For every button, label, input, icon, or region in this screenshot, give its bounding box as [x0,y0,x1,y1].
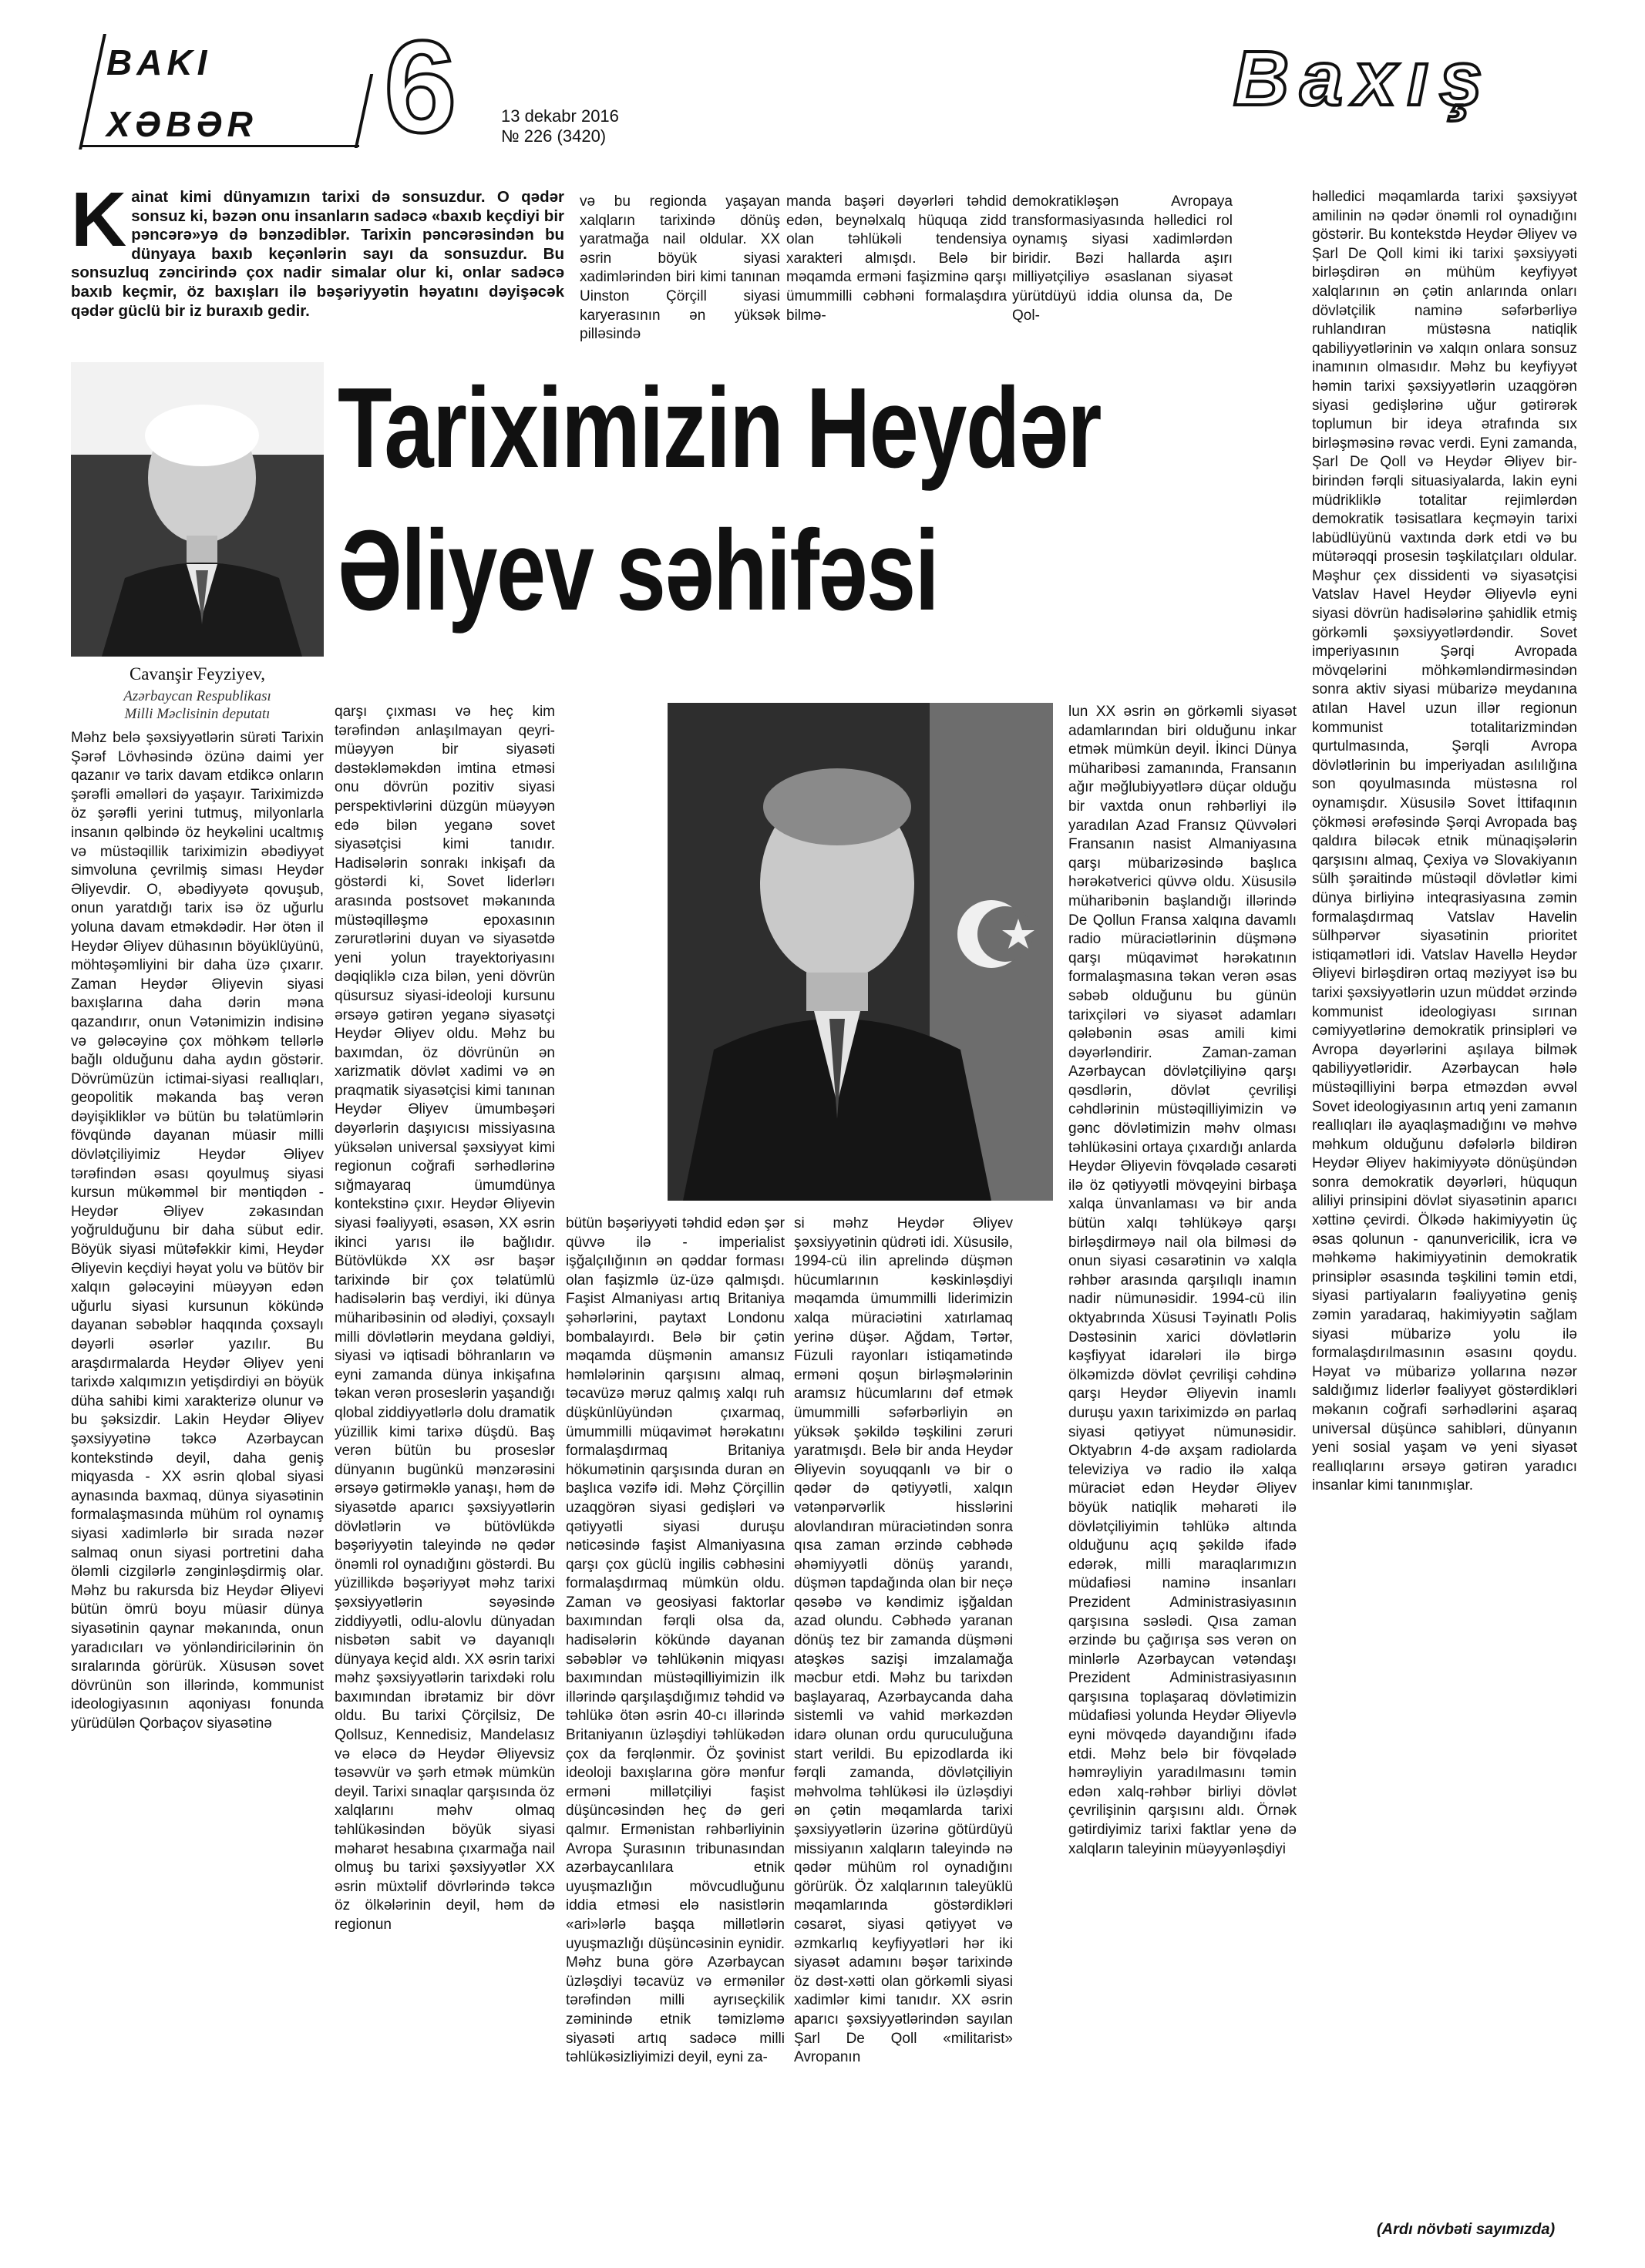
top-column-3: manda başəri dəyərləri təhdid edən, beynəlxalq hüquqa zidd olan təhlükəli tendensiya xarakteri almışdı. Belə bir məqamda erməni faşizminə qarşı ümummilli cəbhəni formalaşdıra bilmə- [786,193,1007,324]
paper-name-line2: XƏBƏR [106,104,257,144]
masthead-slash-right [355,74,373,148]
page-number: 6 [384,14,457,160]
masthead-underline [82,145,359,147]
intro-dropcap: K [71,176,127,263]
intro-text: ainat kimi dünyamızın tarixi də sonsuzdur. O qədər sonsuz ki, bəzən onu insanların sadəcə «baxıb keçdiyi bir pəncərə»yə də bənzədiblər. Tarixin pəncərəsindən bu dünyaya baxıb keçənlərin sayı da sonsuzdur. Bu sonsuzluq zəncirində çox nadir simalar olur ki, onlar sadəcə baxıb keçmir, öz baxışları ilə bəşəriyyətin həyatını dəyişəcək qədər güclü bir iz buraxıb gedir. [71,188,564,320]
issue-date: 13 dekabr 2016 [501,106,619,126]
masthead-slash-left [79,34,106,150]
author-role-line1: Azərbaycan Respublikası [123,688,271,704]
top-column-4: demokratikləşən Avropaya transformasiyasında həlledici rol oynamış siyasi xadimlərdən biridir. Bəzi hallarda aşırı milliyətçiliyə əsaslanan siyasət yürütdüyü iddia olunsa da, De Qol- [1012,193,1233,324]
section-title: Baxış [1233,35,1493,122]
column-5: lun XX əsrin ən görkəmli siyasət adamlarından biri olduğunu inkar etmək mümkün deyil. İkinci Dünya müharibəsi zamanında, Fransanın ağır məğlubiyyətlərə düçar olduğu bir vaxtda onun rəhbərliyi ilə yaradılan Azad Fransız Qüvvələri Fransanın nasist Almaniyasına qarşı mübarizəsində başlıca hərəkətverici qüvvə oldu. Xüsusilə müharibənin başlandığı illərində De Qollun Fransa xalqına davamlı radio müraciətlərinin düşmənə qarşı müqavimət hərəkatının formalaşmasına təkan verən əsas səbəb olduğunu bu günün tarixçiləri və siyasət adamları qələbənin əsas amili kimi dəyərləndirir. Zaman-zaman Azərbaycan dövlətçiliyinə qarşı qəsdlərin, dövlət çevrilişi cəhdlərinin müstəqilliyimizin və gənc dövlətimizin məhv olması təhlükəsini ortaya çıxardığı anlarda Heydər Əliyevin fövqəladə cəsarəti ilə öz qətiyyətli mövqeyini birbaşa xalqa ünvanlaması və bir anda bütün xalqı təhlükəyə qarşı birləşdirməyə nail ola bilməsi də onun siyasi cəsarətinin və xalqla rəhbər arasında qarşılıqlı inamın nadir nümunəsidir. 1994-cü ilin oktyabrında Xüsusi Təyinatlı Polis Dəstəsinin xarici dövlətlərin kəşfiyyat idarələri ilə birgə ölkəmizdə dövlət çevrilişi cəhdinə qarşı Heydər Əliyevin inamlı duruşu yaxın tariximizdə ən parlaq siyasi qətiyyət nümunəsidir. Oktyabrın 4-də axşam radiolarda televiziya və radio ilə xalqa müraciət edən Heydər Əliyev böyük natiqlik məharəti ilə dövlətçiliyimin təhlükə altında olduğunu açıq şəkildə ifadə edərək, milli maraqlarımızın müdafiəsi naminə insanları Prezident Administrasiyasının qarşısına səslədi. Qısa zaman ərzində bu çağırışa səs verən on minlərlə Azərbaycan vətəndaşı Prezident Administrasiyasının qarşısına toplaşaraq dövlətimizin müdafiəsi yolunda Heydər Əliyevlə eyni mövqedə dayandığını ifadə etdi. Məhz belə bir fövqəladə həmrəyliyin yaradılmasını təmin edən xalq-rəhbər birliyi dövlət çevrilişinin qarşısını aldı. Örnək gətirdiyimiz tarixi faktlar yenə də xalqların taleyinin müəyyənləşdiyi [1068,704,1297,1857]
column-3: bütün bəşəriyyəti təhdid edən şər qüvvə ilə - imperialist işğalçılığının ən qəddar forması olan faşizmlə üz-üzə qalmışdı. Faşist Almaniyası artıq Britaniya şəhərlərini, paytaxt Londonu bombalayırdı. Belə bir çətin məqamda düşmənin amansız həmlələrinin qarşısını almaq, təcavüzə məruz qalmış xalqı ruh düşkünlüyündən çıxarmaq, ümummilli müqavimət hərəkatını formalaşdırmaq Britaniya hökumətinin qarşısında duran ən başlıca vəzifə idi. Məhz Çörçillin uzaqgörən siyasi gedişləri və qətiyyətli siyasi duruşu nəticəsində faşist Almaniyasına qarşı çox güclü ingilis cəbhəsini formalaşdırmaq mümkün oldu. Zaman və geosiyasi faktorlar baxımından fərqli olsa da, hadisələrin kökündə dayanan səbəblər və təhlükənin miqyası baxımından müstəqilliyimizin ilk illərində qarşılaşdığımız təhdid və təhlükə ötən əsrin 40-cı illərində Britaniyanın üzləşdiyi təhlükədən çox da fərqlənmir. Öz şovinist ideoloji baxışlarına görə mənfur erməni millətçiliyi faşist düşüncəsindən heç də geri qalmır. Ermənistan rəhbərliyinin Avropa Şurasının tribunasından azərbaycanlılara etnik uyuşmazlığın mövcudluğunu iddia etməsi elə nasistlərin «ari»lərlə başqa millətlərin uyuşmazlığı düşüncəsinin eynidir. Məhz buna görə Azərbaycan üzləşdiyi təcavüz və ermənilər tərəfindən milli ayrıseçkilik zəminində etnik təmizləmə siyasəti artıq sadəcə milli təhlükəsizliyimizi deyil, eyni za- [566,1215,785,2066]
portrait-with-flag-icon [668,703,1053,1201]
article-title-line2: Əliyev səhifəsi [338,507,939,634]
top-column-2: və bu regionda yaşayan xalqların tarixində dönüş yaratmağa nail oldular. XX əsrin böyük siyasi xadimlərindən biri kimi tanınan Uinston Çörçill siyasi karyerasının ən yüksək pilləsində [580,193,780,343]
author-name: Cavanşir Feyziyev, [129,664,266,684]
article-title-line1: Tariximizin Heydər [338,365,1101,492]
column-2: qarşı çıxması və heç kim tərəfindən anlaşılmayan qeyri-müəyyən bir siyasəti dəstəkləməkdən imtina etməsi onu dövrün pozitiv siyasi perspektivlərini düzgün müəyyən edə bilən yeganə sovet siyasətçisi kimi tanıdır. Hadisələrin sonrakı inkişafı da göstərdi ki, Sovet liderlərı arasında postsovet məkanında müstəqilləşmə epoxasının zərurətlərini duyan və siyasətdə yeni yolun trayektoriyasını dəqiqliklə cızа bilən, yeni dövrün qüsursuz siyasi-ideoloji kursunu ərsəyə gətirən yeganə siyasətçi Heydər Əliyev oldu. Məhz bu baxımdan, öz dövrünün ən xarizmatik dövlət xadimi və ən praqmatik siyasətçisi kimi tanınan Heydər Əliyev ümumbəşəri dəyərlərin daşıyıcısı missiyasına yüksələn universal şəxsiyyət kimi regionun coğrafi sərhədlərinə sığmayaraq ümumdünya kontekstinə çıxır. Heydər Əliyevin siyasi fəaliyyəti, əsasən, XX əsrin ikinci yarısı ilə bağlıdır. Bütövlükdə XX əsr başər tarixində bir çox təlatümlü hadisələrin baş verdiyi, iki dünya müharibəsinin od ələdiyi, çoxsaylı milli dövlətlərin meydana gəldiyi, siyasi və iqtisadi böhranların və eyni zamanda dünya inkişafına təkan verən proseslərin yaşandığı qlobal ziddiyyətlərlə dolu dramatik yüzillik kimi tarixə düşdü. Baş verən bütün bu proseslər dünyanın bugünkü mənzərəsini ərsəyə gətirməklə yanaşı, həm də siyasətdə aparıcı şəxsiyyətlərin dövlətlərin və bütövlükdə bəşəriyyətin taleyində nə qədər önəmli rol oynadığını göstərdi. Bu yüzillikdə bəşəriyyət məhz tarixi şəxsiyyətlərin səyəsində ziddiyyətli, odlu-alovlu dünyadan nisbətən sabit və dayanıqlı dünyaya keçid aldı. XX əsrin tarixi məhz şəxsiyyətlərin tarixdəki rolu baxımından ibrətamiz bir dövr oldu. Bu tarixi Çörçilsiz, De Qollsuz, Kennedisiz, Mandelasız və eləcə də Heydər Əliyevsiz təsəvvür və şərh etmək mümkün deyil. Tarixi sınaqlar qarşısında öz xalqlarını məhv olmaq təhlükəsindən böyük siyasi məharət hesabına çıxarmağa nail olmuş bu tarixi şəxsiyyətlər XX əsrin müxtəlif dövrlərində təkcə öz ölkələrinin deyil, həm də regionun [335,704,555,1933]
author-role-line2: Milli Məclisinin deputatı [124,706,271,722]
author-portrait-icon [71,362,324,657]
heydar-aliyev-photo [668,703,1053,1201]
paper-name-line1: BAKI [106,42,212,82]
issue-number: № 226 (3420) [501,126,607,146]
column-1: Məhz belə şəxsiyyətlərin sürəti Tarixin Şərəf Lövhəsində özünə daimi yer qazanır və tarix davam etdikcə onların şərəfli əməlləri də yaşayır. Tariximizdə öz şərəfli yerini tutmuş, milyonlarla insanın qəlbində öz heykəlini ucaltmış və müstəqillik tariximizin əbədiyyət simvoluna çevrilmiş siması Heydər Əliyevdir. O, əbədiyyətə qovuşub, onun yaratdığı tarix isə öz uğurlu yoluna davam etməkdədir. Hər ötən il Heydər Əliyev dühasının böyüklüyünü, möhtəşəmliyini bir daha üzə çıxarır. Zaman Heydər Əliyevin siyasi baxışlarına daha dərin məna qazandırır, onun Vətənimizin indisinə və gələcəyinə çox möhkəm tellərlə bağlı olduğunu daha aydın göstərir. Dövrümüzün ictimai-siyasi reallıqları, geopolitik məkanda baş verən dəyişikliklər və bütün bu təlatümlərin fövqündə dayanan müasir milli dövlətçiliyimiz Heydər Əliyev tərəfindən əsası qoyulmuş siyasi kursun mükəmməl bir məntiqdən - Heydər Əliyev zəkasından yoğrulduğunu bir daha sübut edir. Böyük siyasi mütəfəkkir kimi, Heydər Əliyevin keçdiyi həyat yolu və bütöv bir xalqın gələcəyini müəyyən edən uğurlu siyasi kursunun kökündə dayanan səbəblər haqqında çoxsaylı dəyərli əsərlər yazılır. Bu araşdırmalarda Heydər Əliyev yeni tarixdə xalqımızın yetişdirdiyi ən böyük dühа sahibi kimi xarakterizə olunur və bu şəksizdir. Lakin Heydər Əliyev şəxsiyyətinə təkcə Azərbaycan kontekstində deyil, daha geniş miqyasda - XX əsrin qlobal siyasi aynasında baxmaq, dünya siyasətinin formalaşmasında mühüm rol oynamış siyasi xadimlərlə bir sırada nəzər salmaq onun siyasi portretini daha öləmli cizgilərlə zənginləşdirmiş olar. Məhz bu rakursda biz Heydər Əliyevi bütün ömrü boyu müasir dünya siyasətinin qaynar məkanında, onun yaradıcıları və yönləndiricilərinin ön sıralarında görürük. Xüsusən sovet dövrünün son illərində, kommunist ideologiyasının aqoniyası fonunda yürüdülən Qorbaçov siyasətinə [71,730,324,1732]
article-intro [71,176,564,321]
column-6: həlledici məqamlarda tarixi şəxsiyyət amilinin nə qədər önəmli rol oynadığını göstərir. Bu kontekstdə Heydər Əliyev və Şarl De Qoll kimi iki tarixi şəxsiyyəti birləşdirən ən mühüm keyfiyyət xalqlarının ən çətin anlarında onları dövlətçilik naminə səfərbərliyə ruhlandıran müstəsna natiqlik qabiliyyətlərinin və xalqın onlara sonsuz inamının olmasıdır. Məhz bu keyfiyyət həmin tarixi şəxsiyyətlərin uzaqgörən siyasi gedişlərinə uğur gətirərək toplumun bir ideya ətrafında sıx birləşməsinə rəvac verdi. Eyni zamanda, Şarl De Qoll və Heydər Əliyev bir-birindən fərqli situasiyalarda, lakin eyni müdrikliklə totalitar rejimlərdən demokratik təsisatlara keçməyin tarixi labüdlüyünü vaxtında dərk etdi və bu mütərəqqi prosesin təşkilatçıları oldular. Məşhur çex dissidenti və siyasətçisi Vatslav Havel Heydər Əliyevlə eyni siyasi dövrün hadisələrinə şahidlik etmiş görkəmli şəxsiyyətlərdəndir. Sovet imperiyasının Şərqi Avropada mövqelərini möhkəmləndirməsindən sonra aktiv siyasi mübarizə meydanına atılan Havel uzun illər regionun kommunist totalitarizmindən qurtulmasında, Şərqli Avropa dövlətlərinin bu imperiyadan asılılığına son qoyulmasında müstəsna rol oynamışdır. Xüsusilə Sovet İttifaqının çökməsi ərəfəsində Şərqi Avropada baş qaldıra biləcək etnik münaqişələrin qarşısını almaq, Çexiya və Slovakiyanın sülh şəraitində müstəqil dövlətlər kimi dünya birliyinə inteqrasiyasına zəmin formalaşdırmaq Vatslav Havelin sülhpərvər siyasətinin prioritet istiqamətləri idi. Vatslav Havellə Heydər Əliyevi birləşdirən ortaq məziyyət isə bu tarixi şəxsiyyətlərin uzun müddət ərzində kommunist ideologiyası sırınan cəmiyyətlərinə demokratik prinsipləri və Avropa dəyərlərini aşılaya bilmək qabiliyyətləridir. Azərbaycan hələ müstəqilliyini bərpa etməzdən əvvəl Sovet ideologiyasının artıq yeni zamanın reallıqları ilə ayaqlaşmadığını və məhvə məhkum olduğunu dəfələrlə bildirən Heydər Əliyev hakimiyyətə dönüşündən sonra demokratik dəyərləri, hüququn aliliyi prinsipini dövlət siyasətinin aparıcı xəttinə çevirdi. Ölkədə hakimiyyətin üç əsas qolunun - qanunvericilik, icra və məhkəmə hakimiyyətinin demokratik prinsiplər əsasında təşkilini təmin etdi, siyasi partiyaların fəaliyyətinə geniş zəmin yaradaraq, hakimiyyətin sağlam siyasi mübarizə yolu ilə formalaşdırılmasının əsasını qoydu. Həyat və mübarizə yollarına nəzər saldığımız liderlər fəaliyyət göstərdikləri məkanın coğrafi sərhədlərini aşaraq universal düşüncə sahibləri, dünyanın yeni sosial yaşam və yeni siyasət reallıqlarını ərsəyə gətirən yaradıcı insanlar kimi tanınmışlar. [1312,189,1577,1494]
continuation-note: (Ardı növbəti sayımızda) [1377,2221,1556,2238]
column-4: si məhz Heydər Əliyev şəxsiyyətinin qüdrəti idi. Xüsusilə, 1994-cü ilin aprelində düşmən hücumlarının kəskinləşdiyi məqamda ümummilli liderimizin xalqa müraciətini xatırlamaq yerinə düşər. Ağdam, Tərtər, Füzuli rayonları istiqamətində erməni qoşun birləşmələrinin aramsız hücumlarını dəf etmək ümummilli səfərbərliyin ən yüksək şəkildə təşkilini zəruri yaratmışdı. Belə bir anda Heydər Əliyevin soyuqqanlı və bir o qədər də qətiyyətli, xalqın vətənpərvərlik hisslərini alovlandıran müraciətindən sonra qısa zaman ərzində cəbhədə əhəmiyyətli dönüş yarandı, düşmən tapdağında olan bir neçə qəsəbə və kəndimiz işğaldan azad olundu. Cəbhədə yaranan dönüş tez bir zamanda düşməni atəşkəs sazişi imzalamağa məcbur etdi. Məhz bu tarixdən başlayaraq, Azərbaycanda daha sistemli və vahid mərkəzdən idarə olunan ordu quruculuğuna start verildi. Bu epizodlarda iki fərqli zamanda, dövlətçiliyin məhvolma təhlükəsi ilə üzləşdiyi ən çətin məqamlarda tarixi şəxsiyyətlərin üzərinə götürdüyü missiyanın xalqların taleyində nə qədər mühüm rol oynadığını görürük. Öz xalqlarının taleyüklü məqamlarında göstərdikləri cəsarət, siyasi qətiyyət və əzmkarlıq keyfiyyətləri hər iki siyasət adamını bəşər tarixində öz dəst-xətti olan görkəmli siyasi xadimlər kimi tanıdır. XX əsrin aparıcı şəxsiyyətlərindən sayılan Şarl De Qoll «militarist» Avropanın [794,1215,1013,2066]
author-photo [71,362,324,657]
